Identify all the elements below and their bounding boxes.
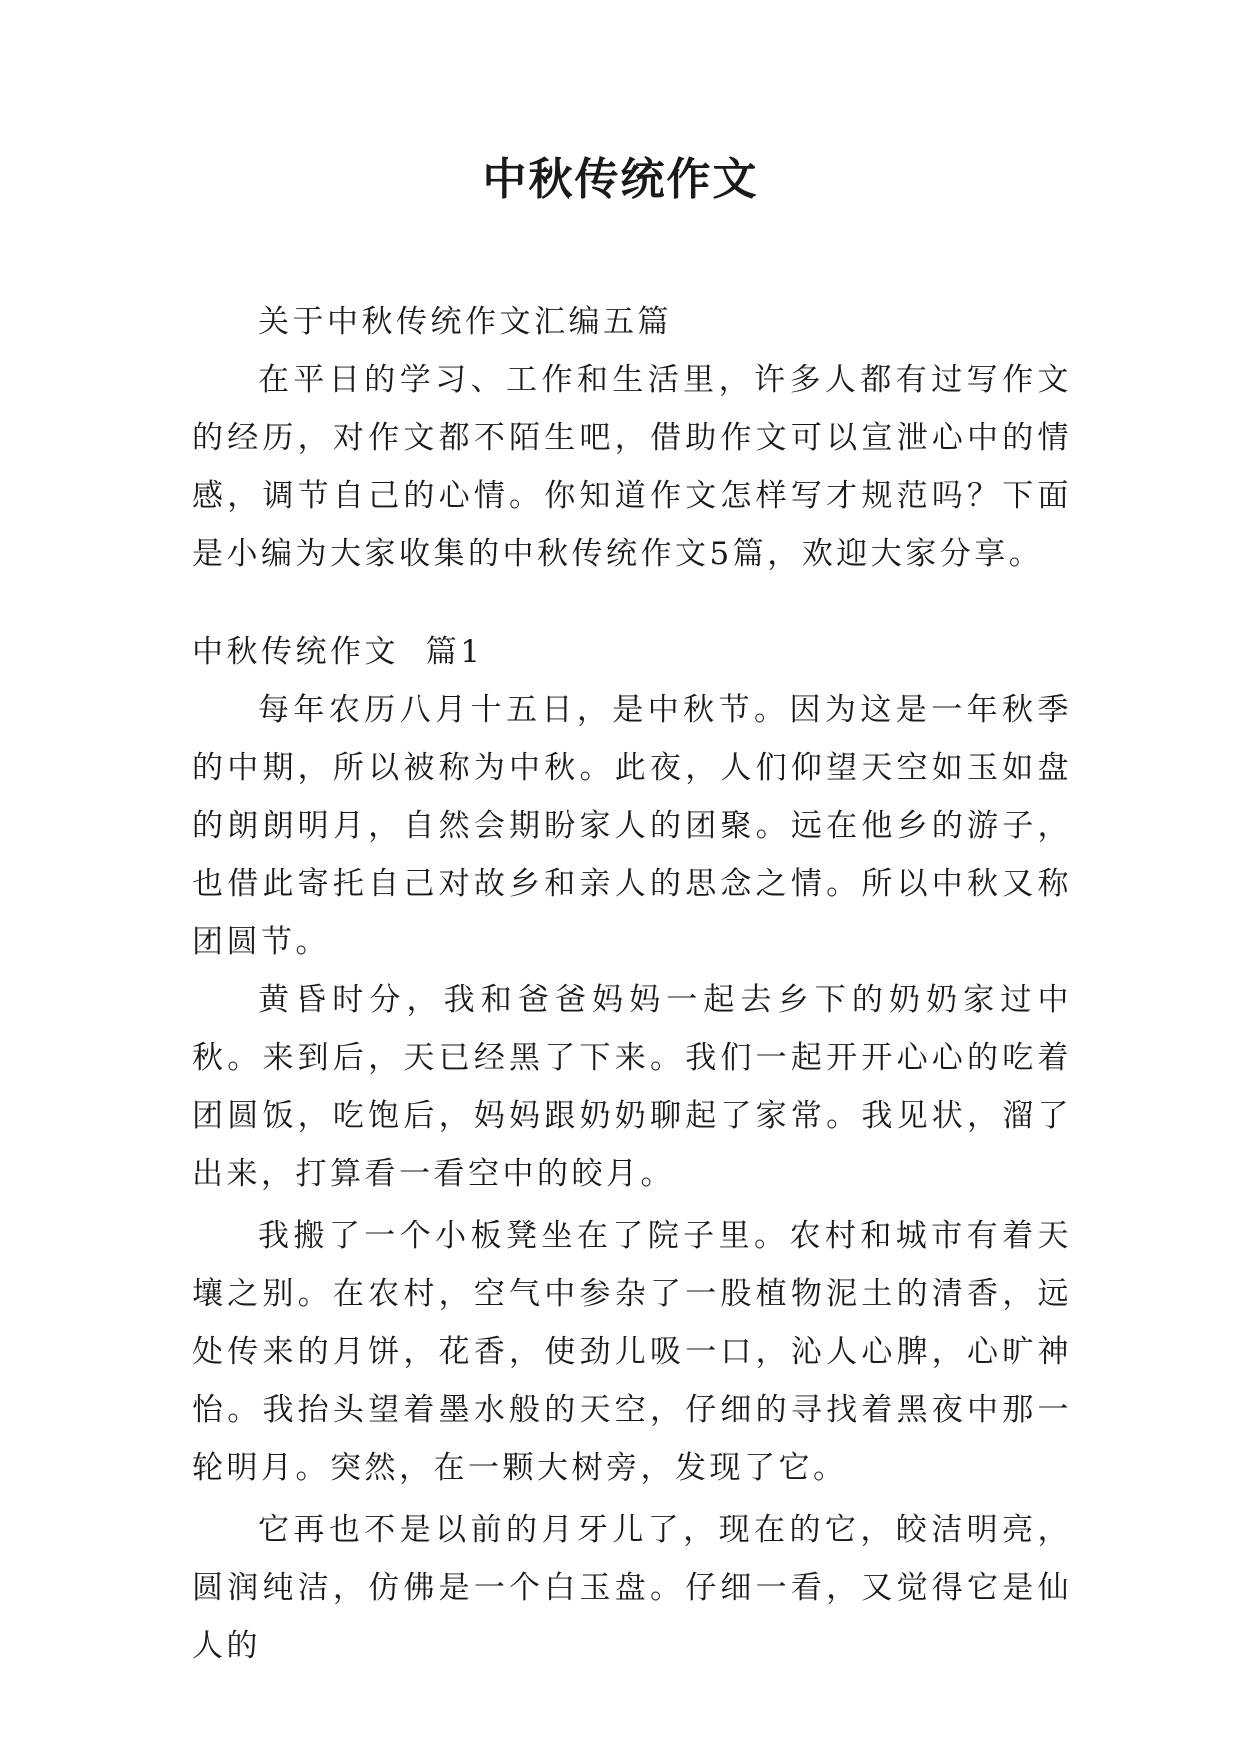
document-subtitle: 关于中秋传统作文汇编五篇: [258, 304, 672, 340]
body-paragraph-3: 我搬了一个小板凳坐在了院子里。农村和城市有着天壤之别。在农村，空气中参杂了一股植物泥土的清香，远处传来的月饼，花香，使劲儿吸一口，沁人心脾，心旷神怡。我抬头望着墨水般的天空，仔细的寻找着黑夜中那一轮明月。突然，在一颗大树旁，发现了它。: [192, 1218, 1072, 1486]
body-paragraph-1: 每年农历八月十五日，是中秋节。因为这是一年秋季的中期，所以被称为中秋。此夜，人们仰望天空如玉如盘的朗朗明月，自然会期盼家人的团聚。远在他乡的游子，也借此寄托自己对故乡和亲人的思念之情。所以中秋又称团圆节。: [192, 692, 1072, 960]
body-paragraph-2: 黄昏时分，我和爸爸妈妈一起去乡下的奶奶家过中秋。来到后，天已经黑了下来。我们一起开开心心的吃着团圆饭，吃饱后，妈妈跟奶奶聊起了家常。我见状，溜了出来，打算看一看空中的皎月。: [192, 982, 1072, 1192]
document-body: [192, 293, 1072, 1675]
document-title: 中秋传统作文: [482, 154, 759, 205]
body-paragraph-4: 它再也不是以前的月牙儿了，现在的它，皎洁明亮，圆润纯洁，仿佛是一个白玉盘。仔细一看，又觉得它是仙人的: [192, 1512, 1072, 1664]
section-spacer: [192, 583, 1072, 623]
intro-paragraph: 在平日的学习、工作和生活里，许多人都有过写作文的经历，对作文都不陌生吧，借助作文可以宣泄心中的情感，调节自己的心情。你知道作文怎样写才规范吗？下面是小编为大家收集的中秋传统作文5篇，欢迎大家分享。: [192, 362, 1072, 572]
section-heading: 中秋传统作文 篇1: [192, 634, 484, 670]
